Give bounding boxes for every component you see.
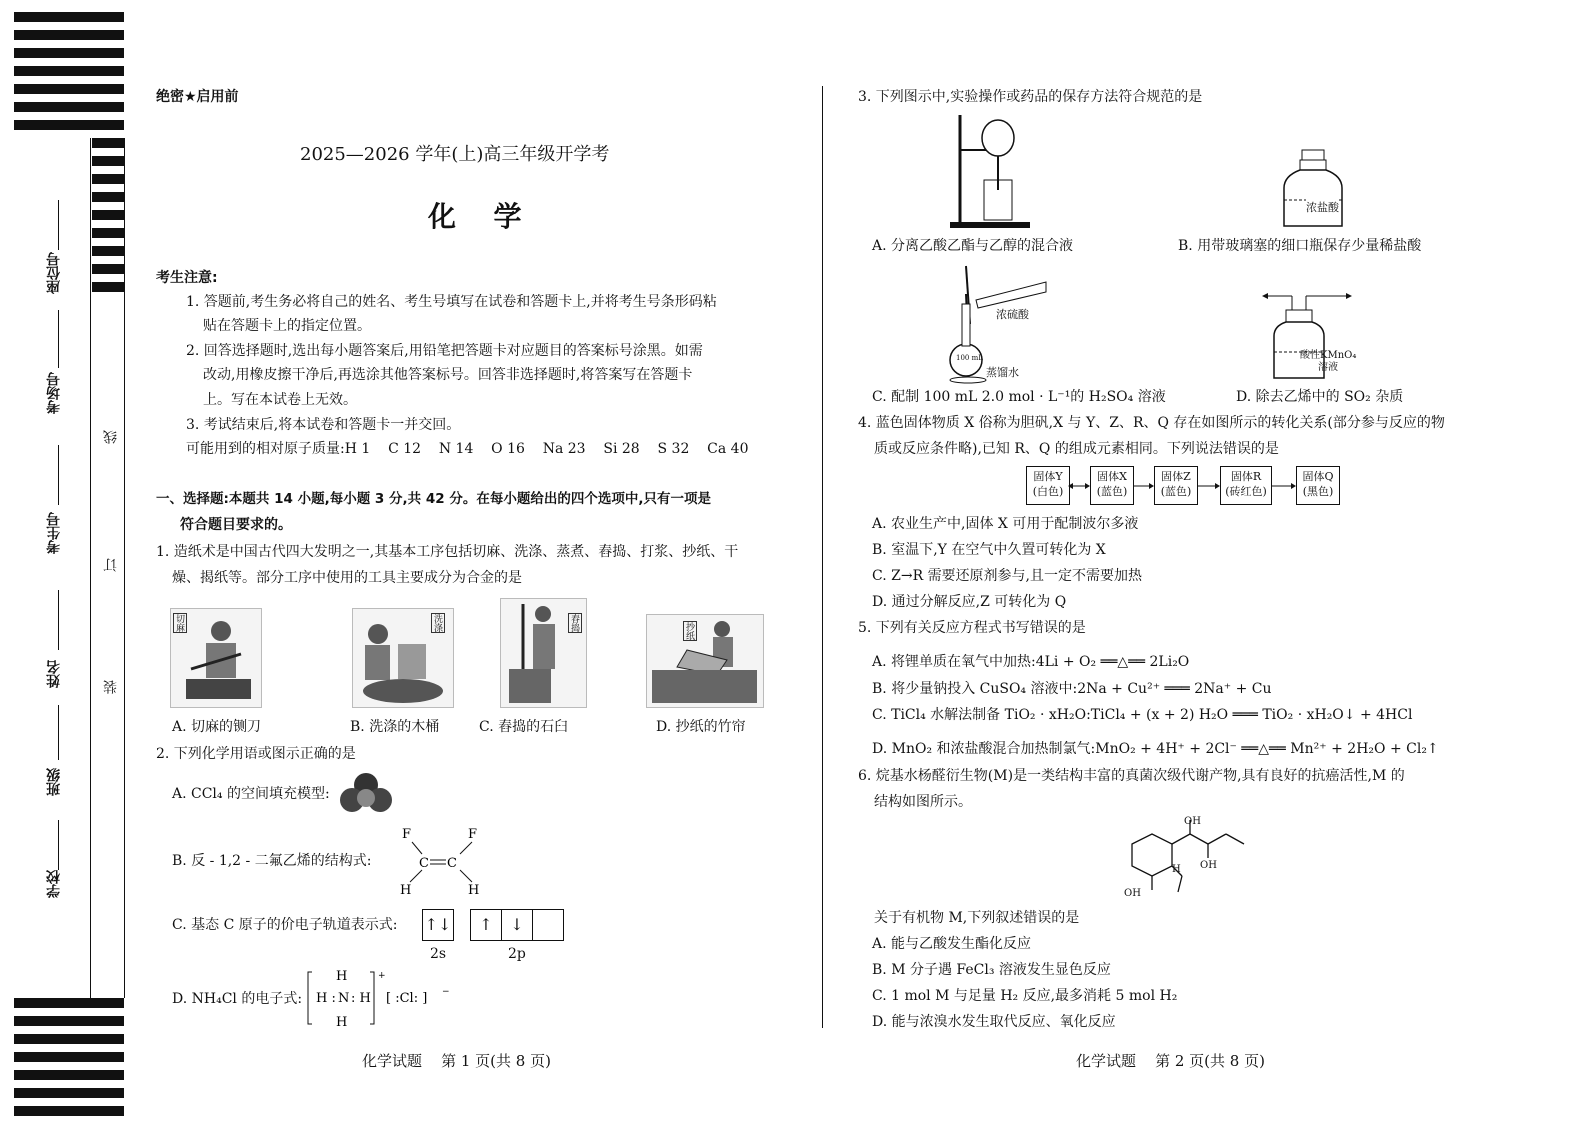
q3-label-water: 蒸馏水 [986,366,1019,379]
field-name-line[interactable] [58,590,59,650]
orbital-label-2p: 2p [508,946,526,962]
cut-label-line: 线 [103,430,119,444]
q2-option-d[interactable]: D. NH₄Cl 的电子式: [172,991,303,1007]
field-school-line[interactable] [58,820,59,870]
svg-text:H: H [400,883,412,898]
q1-stem-2: 燥、揭纸等。部分工序中使用的工具主要成分为合金的是 [172,570,522,586]
q3-stem: 3. 下列图示中,实验操作或药品的保存方法符合规范的是 [858,89,1203,105]
q3-option-a[interactable]: A. 分离乙酸乙酯与乙醇的混合液 [872,238,1074,254]
q1-option-a[interactable]: A. 切麻的铡刀 [172,719,262,735]
q6-option-d[interactable]: D. 能与浓溴水发生取代反应、氧化反应 [872,1014,1116,1030]
q5-option-b[interactable]: B. 将少量钠投入 CuSO₄ 溶液中:2Na + Cu²⁺ ═══ 2Na⁺ + Cu [872,681,1272,697]
q6-question: 关于有机物 M,下列叙述错误的是 [874,910,1080,926]
q6-label-oh-bottom: OH [1124,888,1141,899]
flow-box-x: 固体X (蓝色) [1090,466,1134,505]
flow-box-y: 固体Y (白色) [1026,466,1070,505]
svg-text:−: − [442,987,450,997]
secret-mark: 绝密★启用前 [156,89,239,105]
svg-text:H: H [336,1015,348,1030]
q6-stem: 6. 烷基水杨醛衍生物(M)是一类结构丰富的真菌次级代谢产物,具有良好的抗癌活性,M 的 [858,768,1405,784]
field-name: 姓名 [46,660,62,688]
q3-label-kmno4: 酸性KMnO₄ [1300,350,1357,361]
q2-option-b[interactable]: B. 反 - 1,2 - 二氟乙烯的结构式: [172,853,372,869]
cut-label-fold: 装 [103,680,119,694]
q5-option-d[interactable]: D. MnO₂ 和浓盐酸混合加热制氯气:MnO₂ + 4H⁺ + 2Cl⁻ ══△══ Mn²⁺ + 2H₂O + Cl₂↑ [872,741,1439,757]
difluoroethene-structure [392,822,492,898]
svg-text:H :: H : [316,991,336,1006]
notice-3: 3. 考试结束后,将本试卷和答题卡一并交回。 [186,417,461,433]
q3-option-b[interactable]: B. 用带玻璃塞的细口瓶保存少量稀盐酸 [1178,238,1422,254]
q6-label-oh-top: OH [1184,816,1201,827]
q3-option-d[interactable]: D. 除去乙烯中的 SO₂ 杂质 [1236,389,1404,405]
q4-option-b[interactable]: B. 室温下,Y 在空气中久置可转化为 X [872,542,1106,558]
q3-option-c[interactable]: C. 配制 100 mL 2.0 mol · L⁻¹的 H₂SO₄ 溶液 [872,389,1166,405]
q6-label-oh-mid: OH [1200,860,1217,871]
q3-label-h2so4: 浓硫酸 [996,308,1029,321]
notice-2a: 2. 回答选择题时,选出每小题答案后,用铅笔把答题卡对应题目的答案标号涂黑。如需 [186,343,703,359]
section-heading-2: 符合题目要求的。 [180,517,292,533]
notice-2b: 改动,用橡皮擦干净后,再选涂其他答案标号。回答非选择题时,将答案写在答题卡 [203,367,693,383]
svg-text:[ :Cl: ]: [ :Cl: ] [386,991,428,1006]
exam-title: 2025—2026 学年(上)高三年级开学考 [300,144,610,165]
field-seat: 座位号 [46,252,62,294]
q1-option-d[interactable]: D. 抄纸的竹帘 [656,719,746,735]
notice-1b: 贴在答题卡上的指定位置。 [203,318,371,334]
flow-arrows [1068,476,1300,496]
q1-image-a: 切麻 [170,608,262,708]
q3-label-100ml: 100 mL [956,354,983,362]
field-exam-number-line[interactable] [58,445,59,505]
q2-option-a[interactable]: A. CCl₄ 的空间填充模型: [172,786,330,802]
svg-text:F: F [468,827,478,842]
q1-image-c: 舂捣 [500,598,587,708]
q6-label-h: H [1172,864,1181,875]
notice-1a: 1. 答题前,考生务必将自己的姓名、考生号填写在试卷和答题卡上,并将考生号条形码粘 [186,294,717,310]
q1-image-b: 洗涤 [352,608,454,708]
q4-stem-2: 质或反应条件略),已知 R、Q 的组成元素相同。下列说法错误的是 [874,441,1279,457]
notice-heading: 考生注意: [156,270,218,286]
q3-label-hcl: 浓盐酸 [1306,201,1339,214]
q3-apparatus-a [948,110,1034,232]
flow-box-r: 固体R (砖红色) [1220,466,1272,505]
notice-2c: 上。写在本试卷上无效。 [203,392,357,408]
q4-stem: 4. 蓝色固体物质 X 俗称为胆矾,X 与 Y、Z、R、Q 存在如图所示的转化关系(部分参与反应的物 [858,415,1445,431]
q4-option-a[interactable]: A. 农业生产中,固体 X 可用于配制波尔多液 [872,516,1139,532]
field-exam-room-line[interactable] [58,310,59,368]
page-1-footer: 化学试题 第 1 页(共 8 页) [362,1052,551,1070]
q3-label-solution: 溶液 [1318,362,1338,373]
orbital-2p-2: ↓ [501,909,533,941]
q5-option-a[interactable]: A. 将锂单质在氧气中加热:4Li + O₂ ══△══ 2Li₂O [872,654,1190,670]
q1-option-c[interactable]: C. 舂捣的石臼 [479,719,569,735]
q1-image-d: 抄纸 [646,614,764,708]
q1-option-b[interactable]: B. 洗涤的木桶 [350,719,440,735]
orbital-2p-1: ↑ [470,909,502,941]
q5-stem: 5. 下列有关反应方程式书写错误的是 [858,620,1086,636]
svg-text:+: + [378,971,386,981]
svg-text:C: C [419,856,429,871]
q3-apparatus-d [1262,290,1352,382]
field-class: 班级 [46,768,62,796]
flow-box-q: 固体Q (黑色) [1296,466,1340,505]
page-divider [822,86,823,1028]
subject-title: 化 学 [428,200,528,233]
svg-text:N: N [338,991,350,1006]
orbital-2s: ↑↓ [422,909,454,941]
svg-text:H: H [468,883,480,898]
cut-label-bind: 订 [103,558,119,572]
ccl4-model-icon [338,772,394,814]
q6-stem-2: 结构如图所示。 [874,794,972,810]
svg-text:C: C [447,856,457,871]
q6-option-c[interactable]: C. 1 mol M 与足量 H₂ 反应,最多消耗 5 mol H₂ [872,988,1178,1004]
orbital-label-2s: 2s [430,946,447,962]
q2-stem: 2. 下列化学用语或图示正确的是 [156,746,356,762]
section-heading: 一、选择题:本题共 14 小题,每小题 3 分,共 42 分。在每小题给出的四个选项中,只有一项是 [156,491,711,507]
page-2-footer: 化学试题 第 2 页(共 8 页) [1076,1052,1265,1070]
nh4cl-electron-formula [304,964,464,1032]
q4-option-c[interactable]: C. Z→R 需要还原剂参与,且一定不需要加热 [872,568,1143,584]
q3-apparatus-b [1278,148,1348,230]
svg-text:F: F [402,827,412,842]
q6-option-a[interactable]: A. 能与乙酸发生酯化反应 [872,936,1032,952]
svg-text:H: H [336,969,348,984]
orbital-2p-3 [532,909,564,941]
field-exam-number: 考生号 [46,512,62,554]
field-school: 学校 [46,870,62,898]
q6-option-b[interactable]: B. M 分子遇 FeCl₃ 溶液发生显色反应 [872,962,1111,978]
q4-option-d[interactable]: D. 通过分解反应,Z 可转化为 Q [872,594,1067,610]
field-seat-line[interactable] [58,200,59,250]
q1-stem: 1. 造纸术是中国古代四大发明之一,其基本工序包括切麻、洗涤、蒸煮、舂捣、打浆、抄纸、干 [156,544,739,560]
field-exam-room: 考场号 [46,372,62,414]
flow-box-z: 固体Z (蓝色) [1154,466,1198,505]
q5-option-c[interactable]: C. TiCl₄ 水解法制备 TiO₂ · xH₂O:TiCl₄ + (x + 2) H₂O ═══ TiO₂ · xH₂O↓ + 4HCl [872,707,1413,723]
q2-option-c[interactable]: C. 基态 C 原子的价电子轨道表示式: [172,917,398,933]
svg-text:: H: : H [351,991,371,1006]
atomic-masses: 可能用到的相对原子质量:H 1 C 12 N 14 O 16 Na 23 Si 28 S 32 Ca 40 [186,441,749,457]
field-class-line[interactable] [58,705,59,760]
